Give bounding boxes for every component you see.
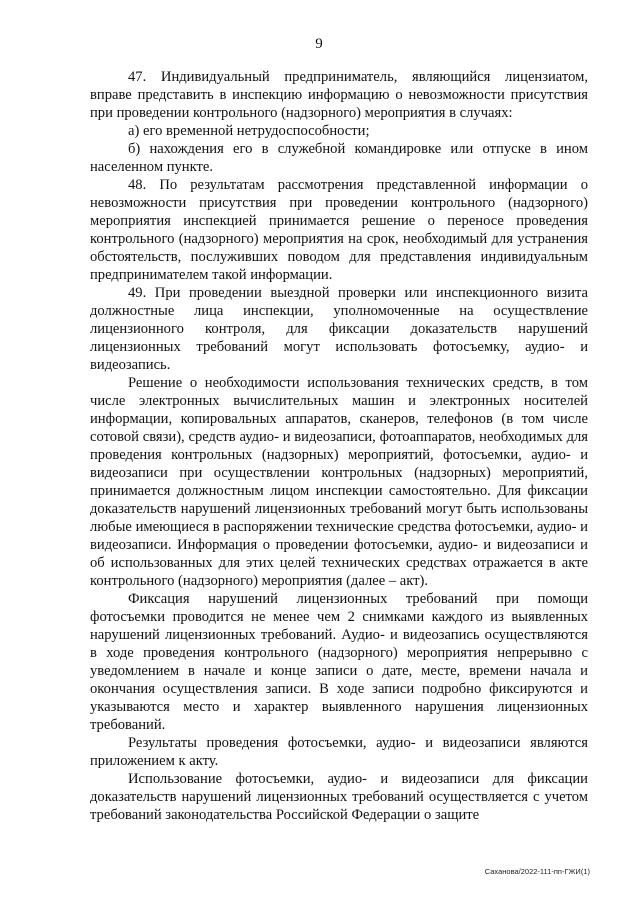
paragraph-usage-law: Использование фотосъемки, аудио- и видеозаписи для фиксации доказательств нарушений лицензионных требований осуществляется с учетом требований законодательства Российской Федерации о защите xyxy=(90,771,588,823)
document-body xyxy=(90,68,588,824)
paragraph-47-item-b: б) нахождения его в служебной командировке или отпуске в ином населенном пункте. xyxy=(90,141,588,175)
paragraph-technical-means: Решение о необходимости использования технических средств, в том числе электронных вычислительных машин и электронных носителей информации, копировальных аппаратов, сканеров, телефонов (в том числе сотовой связи), средств аудио- и видеозаписи, фотоаппаратов, необходимых для проведения контрольных (надзорных) мероприятий, фотосъемки, аудио- и видеозаписи при осуществлении контрольных (надзорных) мероприятий, принимается должностным лицом инспекции самостоятельно. Для фиксации доказательств нарушений лицензионных требований могут быть использованы любые имеющиеся в распоряжении технические средства фотосъемки, аудио- и видеозаписи. Информация о проведении фотосъемки, аудио- и видеозаписи и об использованных для этих целей технических средствах отражается в акте контрольного (надзорного) мероприятия (далее – акт). xyxy=(90,375,588,589)
paragraph-47-item-a: а) его временной нетрудоспособности; xyxy=(128,123,370,139)
paragraph-47: 47. Индивидуальный предприниматель, являющийся лицензиатом, вправе представить в инспекцию информацию о невозможности присутствия при проведении контрольного (надзорного) мероприятия в случаях: xyxy=(90,69,588,121)
paragraph-results-annex: Результаты проведения фотосъемки, аудио- и видеозаписи являются приложением к акту. xyxy=(90,735,588,769)
page-number: 9 xyxy=(315,36,323,52)
paragraph-49: 49. При проведении выездной проверки или инспекционного визита должностные лица инспекции, уполномоченные на осуществление лицензионного контроля, для фиксации доказательств нарушений лицензионных требований могут использовать фотосъемку, аудио- и видеозапись. xyxy=(90,285,588,373)
document-footer-code: Саханова/2022-111-пп-ГЖИ(1) xyxy=(484,867,590,876)
paragraph-48: 48. По результатам рассмотрения представленной информации о невозможности присутствия при проведении контрольного (надзорного) мероприятия инспекцией принимается решение о переносе проведения контрольного (надзорного) мероприятия на срок, необходимый для устранения обстоятельств, послуживших поводом для представления индивидуальным предпринимателем такой информации. xyxy=(90,177,588,283)
paragraph-photo-fixation: Фиксация нарушений лицензионных требований при помощи фотосъемки проводится не менее чем 2 снимками каждого из выявленных нарушений лицензионных требований. Аудио- и видеозапись осуществляются в ходе проведения контрольного (надзорного) мероприятия непрерывно с уведомлением в начале и конце записи о дате, месте, времени начала и окончания осуществления записи. В ходе записи подробно фиксируются и указываются место и характер выявленного нарушения лицензионных требований. xyxy=(90,591,588,733)
